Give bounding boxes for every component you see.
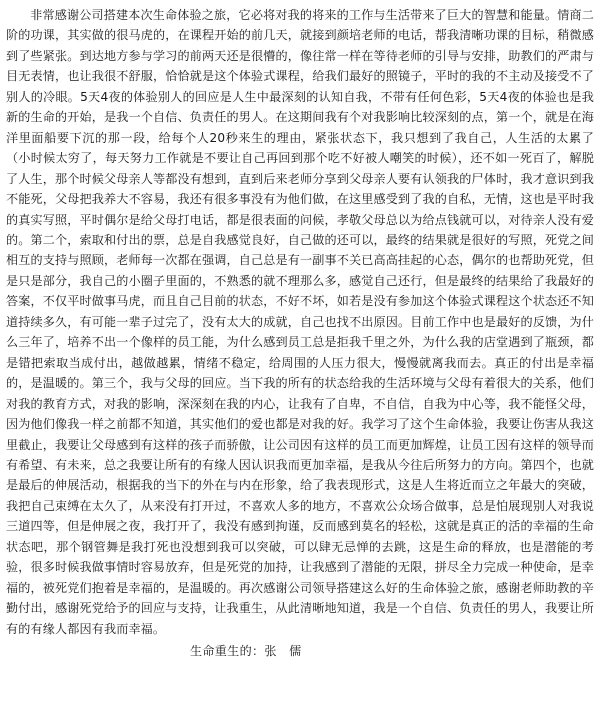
document-page (6, 5, 594, 661)
signature-line: 生命重生的：张 儒 (190, 644, 302, 659)
body-paragraph: 非常感谢公司搭建本次生命体验之旅，它必将对我的将来的工作与生活带来了巨大的智慧和能量。情商二阶的功课，其实做的很马虎的，在课程开始的前几天，就接到颜培老师的电话，帮我清晰功课的目标，稍微感到了些紧张。到达地方参与学习的前两天还是很懵的，像往常一样在等待老师的引导与安排，助教们的严肃与目无表情，也让我很不舒服，恰恰就是这个体验式课程，给我们最好的照镜子，平时的我的不主动及接受不了别人的冷眼。5天4夜的体验别人的回应是人生中最深刻的认知自我，不带有任何色彩，5天4夜的体验也是我新的生命的开始，是我一个自信、负责任的男人。在这期间我有个对我影响比较深刻的点，第一个，就是在海洋里面船要下沉的那一段，给每个人20秒来生的理由，紧张状态下，我只想到了我自己，人生活的太累了（小时候太穷了，每天努力工作就是不要让自己再回到那个吃不好被人嘲笑的时候），还不如一死百了，解脱了人生，那个时候父母亲人等都没有想到，直到后来老师分享到父母亲人要有认领我的尸体时，我才意识到我不能死，父母把我养大不容易，我还有很多事没有为他们做，在这里感受到了我的自私，无情，这也是平时我的真实写照，平时偶尔是给父母打电话，都是很表面的问候，孝敬父母总以为给点钱就可以，对待亲人没有爱的。第二个，索取和付出的票，总是自我感觉良好，自己做的还可以，最终的结果就是很好的写照，死党之间相互的支持与照顾，老师每一次都在强调，自己总是有一副事不关已高高挂起的心态，偶尔的也帮助死党，但是只是部分，我自己的小圈子里面的，不熟悉的就不理那么多，感觉自己还行，但是最终的结果给了我最好的答案，不仅平时做事马虎，而且自己目前的状态，不好不坏，如若是没有参加这个体验式课程这个状态还不知道持续多久，有可能一辈子过完了，没有太大的成就，自己也找不出原因。目前工作中也是最好的反馈，为什么三年了，培养不出一个像样的员工能，为什么感到员工总是拒我千里之外，为什么我的店堂遇到了瓶颈，都是错把索取当成付出，越做越累，情绪不稳定，给周围的人压力很大，慢慢就离我而去。真正的付出是幸福的，是温暖的。第三个，我与父母的回应。当下我的所有的状态给我的生活环境与父母有着很大的关系，他们对我的教育方式，对我的影响，深深刻在我的内心，让我有了自卑，不自信，自我为中心等，我不能怪父母，因为他们像我一样之前都不知道，其实他们的爱也都是对我的好。我学习了这个生命体验，我要让伤害从我这里截止，我要让父母感到有这样的孩子而骄傲，让公司因有这样的员工而更加辉煌，让员工因有这样的领导而有希望、有未来，总之我要让所有的有缘人因认识我而更加幸福，是我从今往后所努力的方向。第四个，也就是最后的伸展活动，根据我的当下的外在与内在形象，给了我表现形式，这是人生将近而立之年最大的突破，我把自己束缚在太久了，从来没有打开过，不喜欢人多的地方，不喜欢公众场合做事，总是怕展现别人对我说三道四等，但是伸展之夜，我打开了，我没有感到拘谨，反而感到莫名的轻松，这就是真正的活的幸福的生命状态吧，那个钢管舞是我打死也没想到我可以突破，可以肆无忌惮的去跳，这是生命的释放，也是潜能的考验，很多时候我做事情时容易放弃，但是死党的加持，让我感到了潜能的无限，拼尽全力完成一种使命，是幸福的，被死党们抱着是幸福的，是温暖的。再次感谢公司领导搭建这么好的生命体验之旅，感谢老师助教的辛勤付出，感谢死党给予的回应与支持，让我重生，从此清晰地知道，我是一个自信、负责任的男人，我要让所有的有缘人都因有我而幸福。 (6, 8, 594, 636)
